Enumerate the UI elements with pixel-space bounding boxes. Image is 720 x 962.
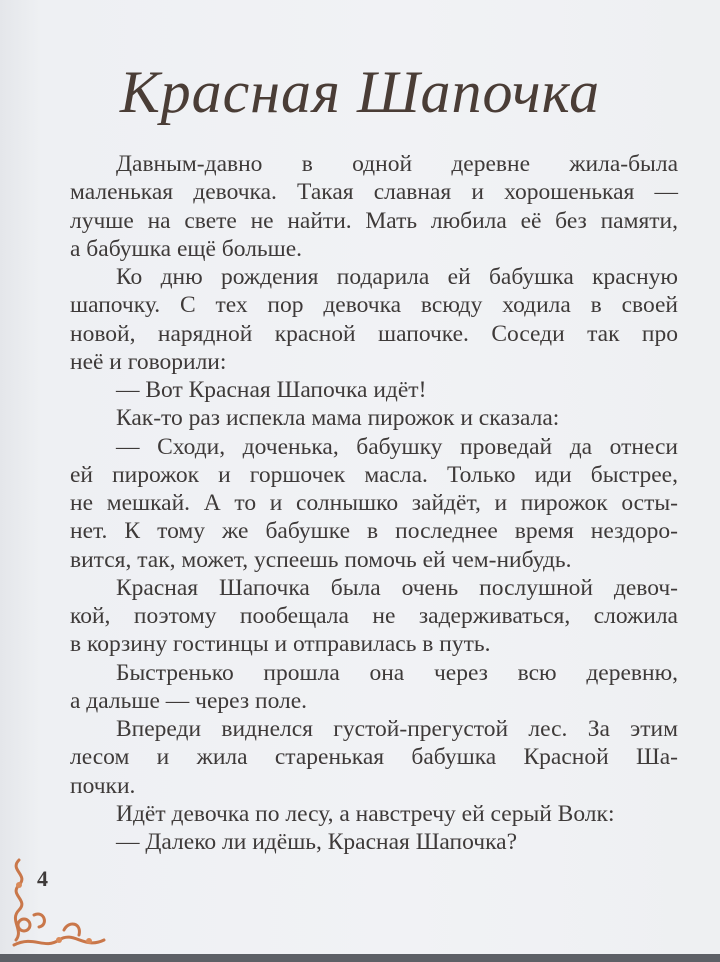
text-line: кой, поэтому пообещала не задерживаться, сложила (70, 603, 678, 629)
text-line: Красная Шапочка была очень послушной девоч- (116, 574, 678, 601)
text-line: Как-то раз испекла мама пирожок и сказала: (116, 405, 560, 432)
text-line: почки. (70, 772, 136, 799)
text-line: а бабушка ещё больше. (70, 235, 303, 262)
text-line: неё и говорили: (70, 348, 227, 375)
text-line: Быстренько прошла она через всю деревню, (116, 659, 678, 686)
story-title: Красная Шапочка (119, 59, 601, 125)
page-edge (0, 954, 720, 962)
text-line: Впереди виднелся густой-прегустой лес. За этим (116, 716, 678, 742)
text-line: Давным-давно в одной деревне жила-была (116, 151, 678, 177)
text-line: не мешкай. А то и солнышко зайдёт, и пирожок осты- (70, 490, 678, 516)
text-line: в корзину гостинцы и отправилась в путь. (70, 631, 491, 658)
text-line: лучше на свете не найти. Мать любила её без памяти, (70, 207, 678, 234)
text-line: Идёт девочка по лесу, а навстречу ей серый Волк: (116, 800, 615, 827)
text-line: нет. К тому же бабушке в последнее время нездоро- (70, 518, 678, 545)
page-number: 4 (37, 866, 48, 891)
text-line: маленькая девочка. Такая славная и хорошенькая — (70, 179, 678, 206)
text-line: новой, нарядной красной шапочке. Соседи так про (70, 320, 678, 347)
text-line: — Сходи, доченька, бабушку проведай да отнеси (116, 433, 678, 460)
text-line: лесом и жила старенькая бабушка Красной Ша- (70, 744, 678, 771)
text-line: — Вот Красная Шапочка идёт! (116, 377, 427, 403)
text-line: шапочку. С тех пор девочка всюду ходила в своей (70, 292, 678, 319)
text-line: а дальше — через поле. (70, 687, 308, 714)
text-line: Ко дню рождения подарила ей бабушка красную (116, 264, 678, 290)
text-line: — Далеко ли идёшь, Красная Шапочка? (116, 829, 518, 855)
story-text (70, 150, 678, 856)
text-line: вится, так, может, успеешь помочь ей чем-нибудь. (70, 546, 572, 573)
corner-ornament-icon (4, 855, 114, 955)
text-line: ей пирожок и горшочек масла. Только иди быстрее, (70, 461, 678, 488)
